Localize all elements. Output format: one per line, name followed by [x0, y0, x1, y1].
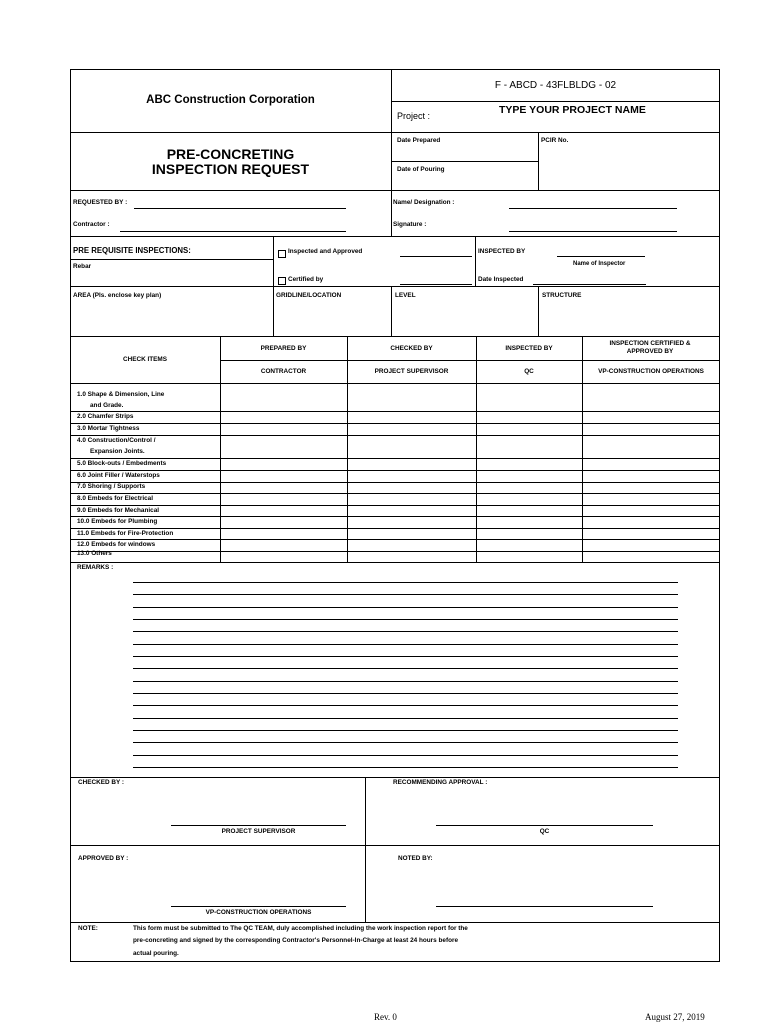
structure-label: STRUCTURE	[542, 292, 582, 299]
revision-label: Rev. 0	[374, 1012, 397, 1022]
signature-label: Signature :	[393, 221, 427, 228]
check-item: 5.0 Block-outs / Embedments	[77, 460, 167, 467]
check-item: 13.0 Others	[77, 550, 112, 556]
approved-by-signature-line[interactable]	[171, 906, 346, 907]
date-inspected-label: Date Inspected	[478, 276, 524, 283]
note-text-line2: pre-concreting and signed by the corresponding Contractor's Personnel-In-Charge at least 24 hours before	[133, 937, 459, 944]
check-item: 3.0 Mortar Tightness	[77, 425, 140, 432]
qc-label: QC	[539, 828, 550, 835]
date-prepared-label: Date Prepared	[397, 137, 441, 144]
col-header-prepared-by: PREPARED BY	[260, 345, 307, 352]
col-sub-contractor: CONTRACTOR	[260, 368, 307, 375]
name-of-inspector-label: Name of Inspector	[573, 261, 626, 267]
footer-date: August 27, 2019	[645, 1012, 705, 1022]
requested-by-label: REQUESTED BY :	[73, 199, 128, 206]
prereq-title: PRE REQUISITE INSPECTIONS:	[73, 246, 191, 255]
col-header-inspected-by: INSPECTED BY	[505, 345, 553, 352]
remarks-label: REMARKS :	[77, 564, 114, 571]
rebar-label: Rebar	[73, 263, 92, 270]
name-designation-label: Name/ Designation :	[393, 199, 455, 206]
project-name-field[interactable]: TYPE YOUR PROJECT NAME	[499, 104, 646, 116]
check-item: 6.0 Joint Filler / Waterstops	[77, 472, 160, 479]
contractor-label: Contractor :	[73, 221, 110, 228]
noted-by-label: NOTED BY:	[398, 855, 433, 862]
inspected-approved-checkbox[interactable]	[278, 250, 286, 258]
area-label: AREA (Pls. enclose key plan)	[73, 292, 162, 299]
check-item: 4.0 Construction/Control /	[77, 437, 156, 444]
company-name: ABC Construction Corporation	[146, 94, 315, 106]
check-item: 12.0 Embeds for windows	[77, 541, 156, 548]
inspected-by-label: INSPECTED BY	[478, 248, 526, 255]
col-sub-project-supervisor: PROJECT SUPERVISOR	[374, 368, 449, 375]
noted-by-signature-line[interactable]	[436, 906, 653, 907]
col-sub-qc: QC	[524, 368, 534, 375]
check-item: 8.0 Embeds for Electrical	[77, 495, 154, 502]
approved-by-label: APPROVED BY :	[78, 855, 129, 862]
note-label: NOTE:	[78, 925, 98, 932]
contractor-line[interactable]	[120, 231, 346, 232]
note-text-line3: actual pouring.	[133, 950, 179, 957]
check-item: Expansion Joints.	[90, 448, 145, 455]
project-label: Project :	[397, 111, 431, 121]
level-label: LEVEL	[395, 292, 416, 299]
inspected-by-line[interactable]	[557, 256, 645, 257]
form-code: F - ABCD - 43FLBLDG - 02	[494, 80, 617, 91]
date-of-pouring-label: Date of Pouring	[397, 166, 445, 173]
check-item: 11.0 Embeds for Fire-Protection	[77, 530, 174, 537]
check-item: 2.0 Chamfer Strips	[77, 413, 134, 420]
pcir-number-label: PCIR No.	[541, 137, 569, 144]
certified-by-checkbox[interactable]	[278, 277, 286, 285]
project-supervisor-label: PROJECT SUPERVISOR	[221, 828, 296, 835]
col-header-checked-by: CHECKED BY	[390, 345, 433, 352]
certified-by-label: Certified by	[288, 276, 324, 283]
check-item: 1.0 Shape & Dimension, Line	[77, 391, 165, 398]
certified-by-line[interactable]	[400, 284, 472, 285]
check-item: and Grade.	[90, 402, 124, 409]
checked-by-signature-line[interactable]	[171, 825, 346, 826]
col-sub-vp-construction: VP-CONSTRUCTION OPERATIONS	[598, 368, 704, 375]
form-title	[70, 147, 391, 177]
recommending-signature-line[interactable]	[436, 825, 653, 826]
inspected-approved-line[interactable]	[400, 256, 472, 257]
checked-by-label: CHECKED BY :	[78, 779, 125, 786]
signature-line[interactable]	[509, 231, 677, 232]
inspected-approved-label: Inspected and Approved	[288, 248, 363, 255]
check-item: 9.0 Embeds for Mechanical	[77, 507, 160, 514]
name-designation-line[interactable]	[509, 208, 677, 209]
col-header-certified-approved: INSPECTION CERTIFIED & APPROVED BY	[609, 340, 691, 355]
gridline-label: GRIDLINE/LOCATION	[276, 292, 342, 299]
vp-construction-label: VP-CONSTRUCTION OPERATIONS	[205, 909, 312, 916]
check-item: 10.0 Embeds for Plumbing	[77, 518, 158, 525]
requested-by-line[interactable]	[134, 208, 346, 209]
form-title-line2: INSPECTION REQUEST	[151, 161, 310, 177]
note-text-line1: This form must be submitted to The QC TEAM, duly accomplished including the work inspection report for the	[133, 925, 468, 932]
recommending-approval-label: RECOMMENDING APPROVAL :	[393, 779, 488, 786]
check-items-header: CHECK ITEMS	[122, 356, 168, 363]
form-title-line1: PRE-CONCRETING	[166, 146, 295, 162]
date-inspected-line[interactable]	[533, 284, 646, 285]
check-item: 7.0 Shoring / Supports	[77, 483, 146, 490]
